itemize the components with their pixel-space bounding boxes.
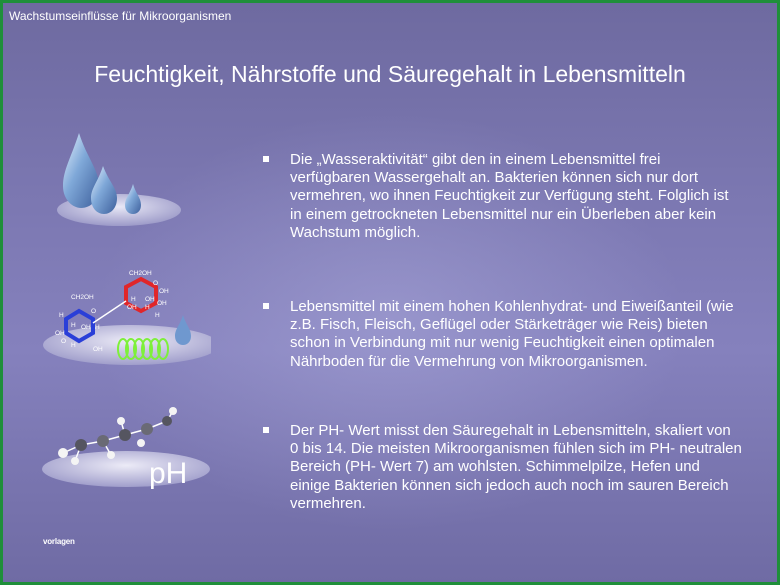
ch2oh-top-label: CH2OH: [129, 270, 152, 277]
ch2oh-left-label: CH2OH: [71, 294, 94, 301]
o-label: O: [91, 308, 97, 315]
oh-label: OH: [55, 330, 65, 337]
footer-logo: vorlagen: [43, 537, 75, 546]
bullet-item: [263, 422, 743, 513]
bullet-text: Der PH- Wert misst den Säuregehalt in Lebensmitteln, skaliert von 0 bis 14. Die meisten Mikroorganismen fühlen sich im PH- neutralen Bereich (PH- Wert 7) am wohlsten. Schimmelpilze, Hefen und einige Bakterien können sich jedoch auch noch im sauren Bereich vermehren.: [290, 422, 742, 512]
oh-label: OH: [159, 288, 169, 295]
oh-label: OH: [81, 324, 91, 331]
ph-label: pH: [149, 457, 188, 490]
small-drop-icon: [175, 315, 191, 345]
h-label: H: [145, 304, 150, 311]
small-drop-icon: [125, 184, 141, 214]
h-label: H: [71, 342, 76, 349]
bullet-item: [263, 151, 743, 242]
bullet-text: Lebensmittel mit einem hohen Kohlenhydrat- und Eiweißanteil (wie z.B. Fisch, Fleisch, Geflügel oder Stärketräger wie Reis) bieten schon in Verbindung mit nur wenig Feuchtigkeit einen optimalen Nährboden für die Vermehrung von Mikroorganismen.: [290, 298, 734, 370]
o-label: O: [61, 338, 67, 345]
bullet-text: Die „Wasseraktivität“ gibt den in einem Lebensmittel frei verfügbaren Wassergehalt an. Bakterien können sich nur dort vermehren, wo ihnen Feuchtigkeit zur Verfügung steht. Folglich ist in einem getrockneten Lebensmittel nur ein Überleben aber kein Wachstum möglich.: [290, 151, 729, 241]
h-label: H: [155, 312, 160, 319]
oh-label: OH: [145, 296, 155, 303]
bullet-marker-icon: [263, 303, 269, 309]
slide-title: Feuchtigkeit, Nährstoffe und Säuregehalt in Lebensmitteln: [94, 61, 686, 87]
h-label: H: [95, 324, 100, 331]
bullet-marker-icon: [263, 427, 269, 433]
ph-illustration: [41, 403, 221, 498]
h-label: H: [131, 296, 136, 303]
oh-label: OH: [93, 346, 103, 353]
h-label: H: [71, 322, 76, 329]
molecule-illustration: [41, 265, 211, 370]
water-drops-illustration: [41, 128, 181, 228]
o-label: O: [153, 280, 159, 287]
bullet-item: [263, 298, 743, 371]
slide-header: Wachstumseinflüsse für Mikroorganismen: [9, 9, 232, 23]
oh-label: OH: [127, 304, 137, 311]
h-label: H: [59, 312, 64, 319]
green-helix-shape: [118, 339, 168, 359]
oh-label: OH: [157, 300, 167, 307]
bullet-marker-icon: [263, 156, 269, 162]
